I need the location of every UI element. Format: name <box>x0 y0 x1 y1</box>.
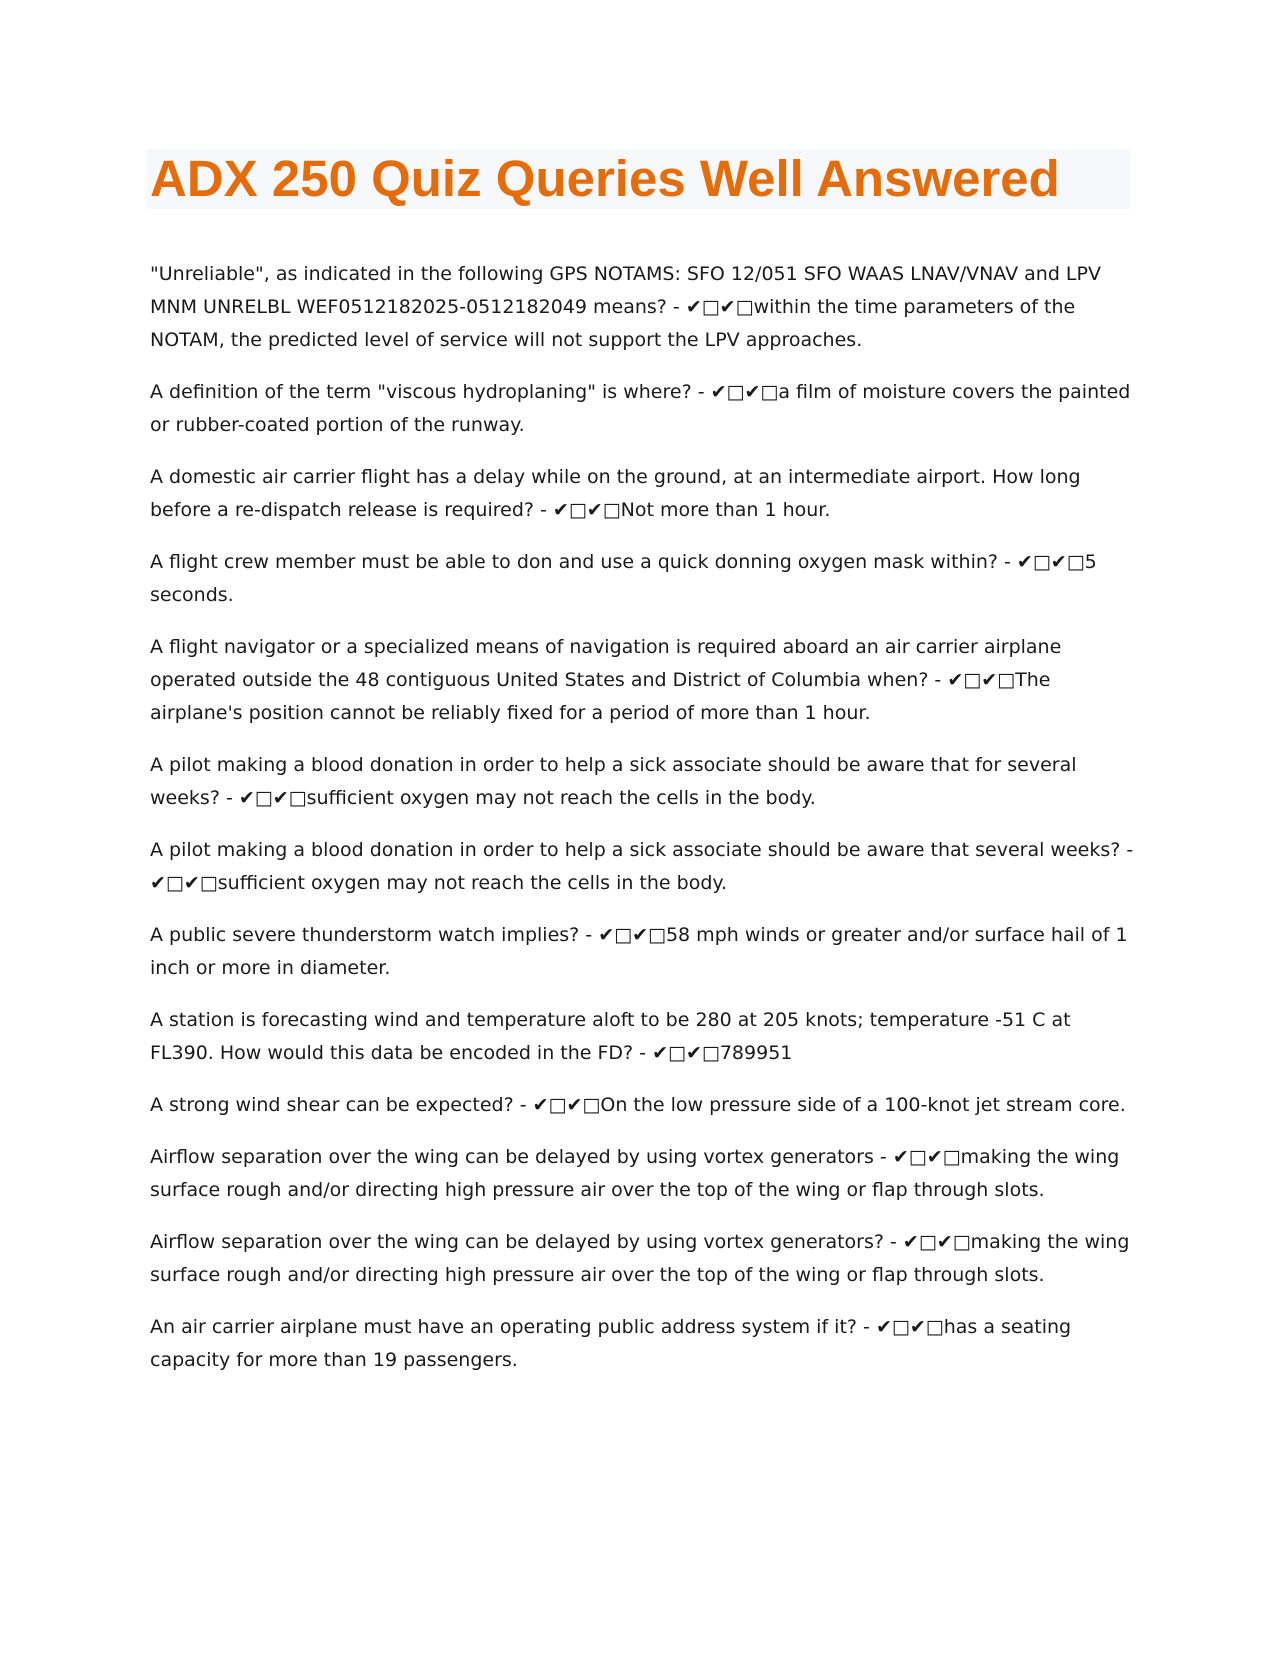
answer-text: within the time parameters of the NOTAM, the predicted level of service will not support the LPV approaches. <box>150 296 1076 351</box>
question-text: An air carrier airplane must have an operating public address system if it? - <box>150 1316 870 1338</box>
check-mark-icon: ✔□✔□ <box>598 924 666 946</box>
document-title: ADX 250 Quiz Queries Well Answered <box>150 150 1060 207</box>
qa-item <box>150 834 1140 900</box>
qa-item <box>150 1141 1140 1207</box>
question-text: A flight navigator or a specialized means of navigation is required aboard an air carrier airplane operated outside the 48 contiguous United States and District of Columbia when? - <box>150 636 1062 691</box>
question-text: "Unreliable", as indicated in the following GPS NOTAMS: SFO 12/051 SFO WAAS LNAV/VNAV and LPV MNM UNRELBL WEF0512182025-0512182049 means? - <box>150 263 1101 318</box>
answer-text: sufficient oxygen may not reach the cells in the body. <box>306 787 816 809</box>
answer-text: On the low pressure side of a 100-knot jet stream core. <box>600 1094 1126 1116</box>
check-mark-icon: ✔□✔□ <box>532 1094 601 1116</box>
answer-text: Not more than 1 hour. <box>620 499 831 521</box>
question-text: Airflow separation over the wing can be delayed by using vortex generators? - <box>150 1231 897 1253</box>
question-text: A flight crew member must be able to don and use a quick donning oxygen mask within? - <box>150 551 1011 573</box>
answer-text: 5 seconds. <box>150 551 1097 606</box>
question-text: A pilot making a blood donation in order to help a sick associate should be aware that for several weeks? - <box>150 754 1077 809</box>
answer-text: making the wing surface rough and/or directing high pressure air over the top of the wing or flap through slots. <box>150 1146 1120 1201</box>
check-mark-icon: ✔□✔□ <box>685 296 754 318</box>
qa-item <box>150 376 1140 442</box>
check-mark-icon: ✔□✔□ <box>892 1146 961 1168</box>
qa-item <box>150 631 1140 730</box>
check-mark-icon: ✔□✔□ <box>1016 551 1085 573</box>
qa-item <box>150 1004 1140 1070</box>
answer-text: The airplane's position cannot be reliably fixed for a period of more than 1 hour. <box>150 669 1051 724</box>
answer-text: 58 mph winds or greater and/or surface hail of 1 inch or more in diameter. <box>150 924 1128 979</box>
qa-item <box>150 546 1140 612</box>
check-mark-icon: ✔□✔□ <box>947 669 1016 691</box>
question-text: A domestic air carrier flight has a delay while on the ground, at an intermediate airport. How long before a re-dispatch release is required? - <box>150 466 1081 521</box>
answer-text: 789951 <box>719 1042 793 1064</box>
qa-item <box>150 461 1140 527</box>
check-mark-icon: ✔□✔□ <box>710 381 779 403</box>
question-text: Airflow separation over the wing can be delayed by using vortex generators - <box>150 1146 887 1168</box>
qa-item <box>150 1089 1140 1122</box>
answer-text: a film of moisture covers the painted or rubber-coated portion of the runway. <box>150 381 1131 436</box>
qa-item <box>150 258 1140 357</box>
question-text: A station is forecasting wind and temperature aloft to be 280 at 205 knots; temperature -51 C at FL390. How would this data be encoded in the FD? - <box>150 1009 1071 1064</box>
check-mark-icon: ✔□✔□ <box>902 1231 971 1253</box>
question-text: A pilot making a blood donation in order to help a sick associate should be aware that several weeks? - <box>150 839 1134 861</box>
qa-list <box>150 258 1140 1396</box>
qa-item <box>150 1226 1140 1292</box>
question-text: A public severe thunderstorm watch implies? - <box>150 924 593 946</box>
qa-item <box>150 919 1140 985</box>
answer-text: sufficient oxygen may not reach the cells in the body. <box>217 872 727 894</box>
check-mark-icon: ✔□✔□ <box>238 787 307 809</box>
question-text: A definition of the term "viscous hydroplaning" is where? - <box>150 381 705 403</box>
qa-item <box>150 749 1140 815</box>
qa-item <box>150 1311 1140 1377</box>
check-mark-icon: ✔□✔□ <box>652 1042 720 1064</box>
check-mark-icon: ✔□✔□ <box>552 499 621 521</box>
answer-text: making the wing surface rough and/or directing high pressure air over the top of the wing or flap through slots. <box>150 1231 1130 1286</box>
answer-text: has a seating capacity for more than 19 passengers. <box>150 1316 1072 1371</box>
check-mark-icon: ✔□✔□ <box>875 1316 944 1338</box>
question-text: A strong wind shear can be expected? - <box>150 1094 527 1116</box>
check-mark-icon: ✔□✔□ <box>150 872 218 894</box>
